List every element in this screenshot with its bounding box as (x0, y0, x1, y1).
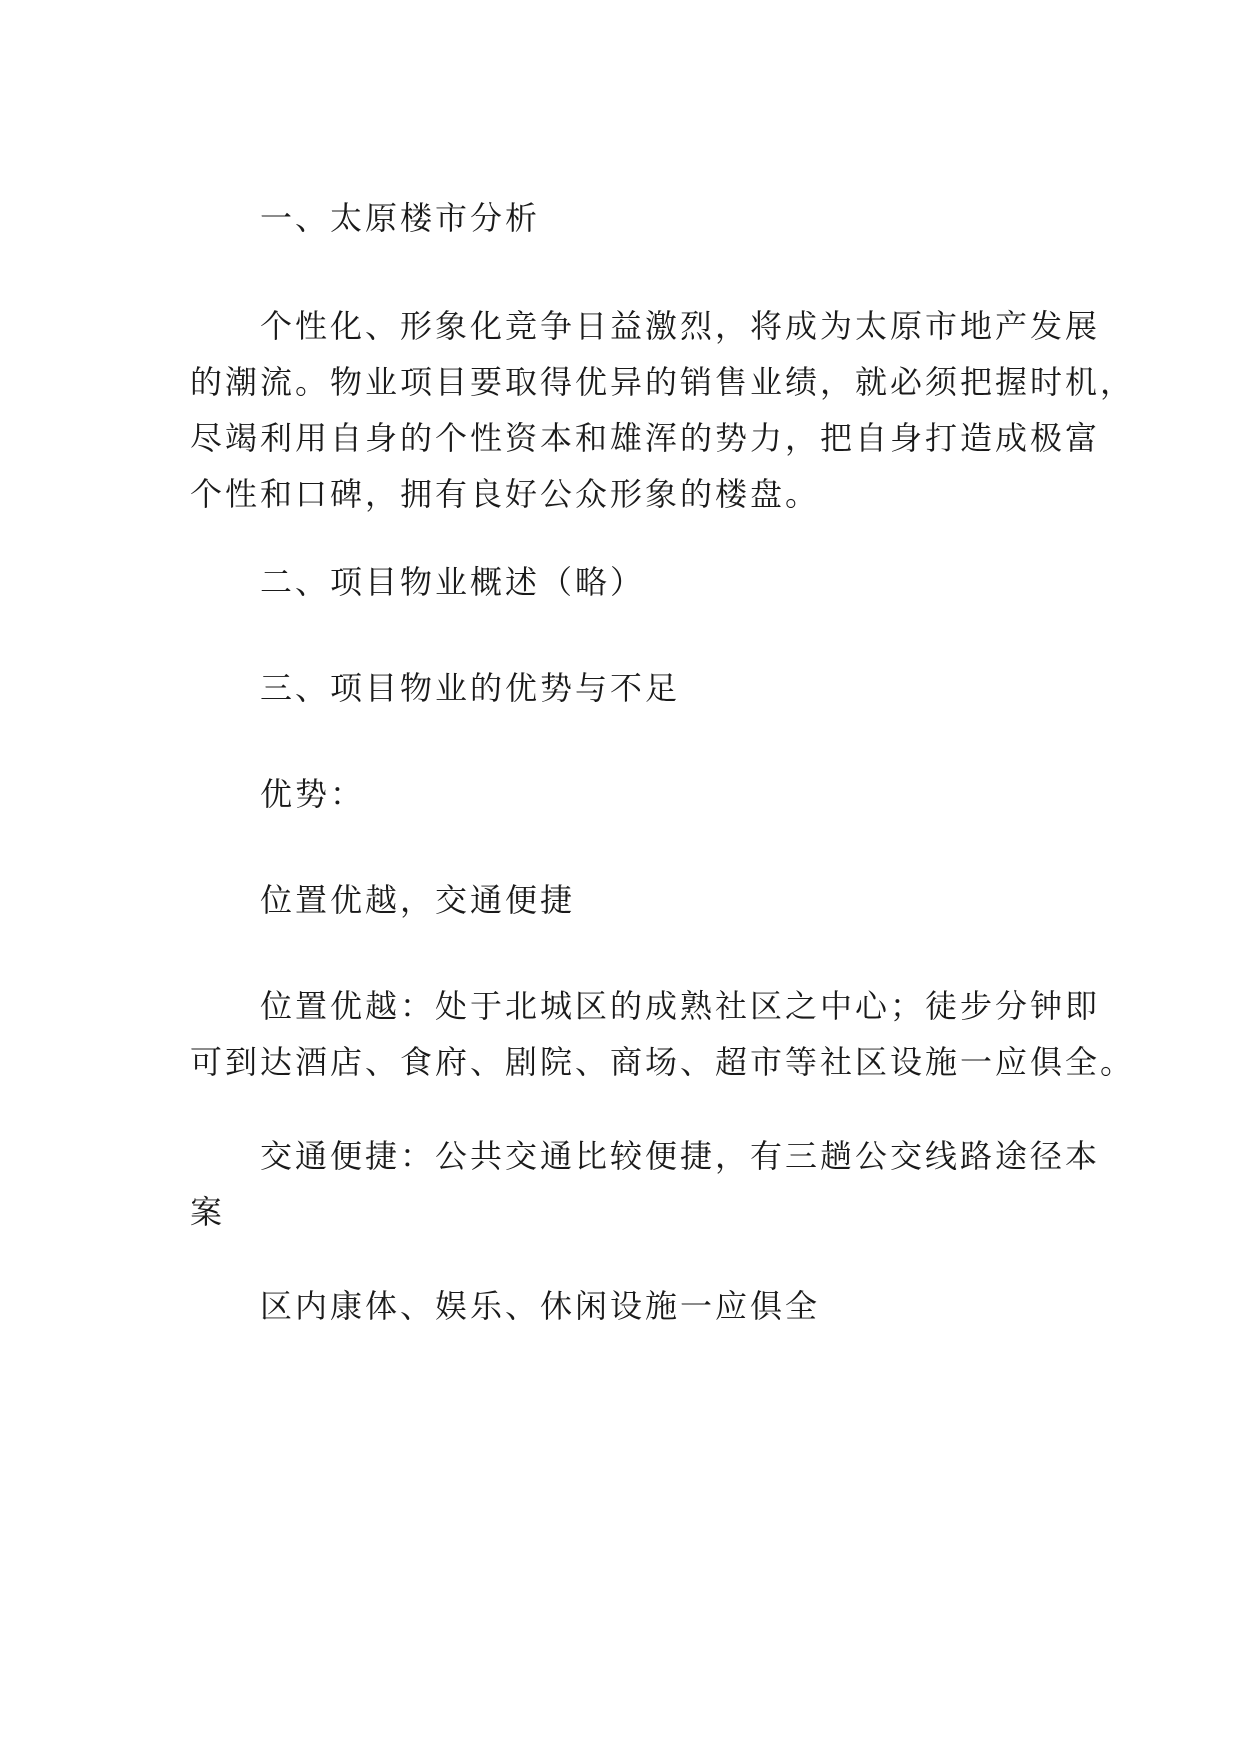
paragraph-location (190, 978, 1136, 1090)
paragraph-line: 位置优越：处于北城区的成熟社区之中心；徒步分钟即 (260, 987, 1101, 1025)
heading-project-overview (190, 554, 1055, 610)
heading-text: 一、太原楼市分析 (260, 199, 541, 237)
facilities-text: 区内康体、娱乐、休闲设施一应俱全 (260, 1287, 821, 1325)
heading-text: 二、项目物业概述（略） (260, 563, 646, 601)
paragraph-line: 尽竭利用自身的个性资本和雄浑的势力，把自身打造成极富 (190, 419, 1101, 457)
paragraph-line: 个性化、形象化竞争日益激烈，将成为太原市地产发展 (260, 307, 1101, 345)
paragraph-line: 的潮流。物业项目要取得优异的销售业绩，就必须把握时机， (190, 363, 1136, 401)
paragraph-market-trend (190, 298, 1136, 522)
paragraph-transport (190, 1128, 1101, 1240)
paragraph-line: 个性和口碑，拥有良好公众形象的楼盘。 (190, 475, 821, 513)
paragraph-line: 可到达酒店、食府、剧院、商场、超市等社区设施一应俱全。 (190, 1043, 1136, 1081)
heading-text: 三、项目物业的优势与不足 (260, 669, 681, 707)
label-text: 优势： (260, 775, 366, 813)
advantages-label (190, 766, 1055, 822)
subheading-text: 位置优越，交通便捷 (260, 881, 576, 919)
heading-strengths-weaknesses (190, 660, 1055, 716)
paragraph-line: 案 (190, 1193, 226, 1231)
subheading-location (190, 872, 1055, 928)
paragraph-line: 交通便捷：公共交通比较便捷，有三趟公交线路途径本 (260, 1137, 1101, 1175)
heading-market-analysis (190, 190, 1055, 246)
facilities-line (190, 1278, 1055, 1334)
